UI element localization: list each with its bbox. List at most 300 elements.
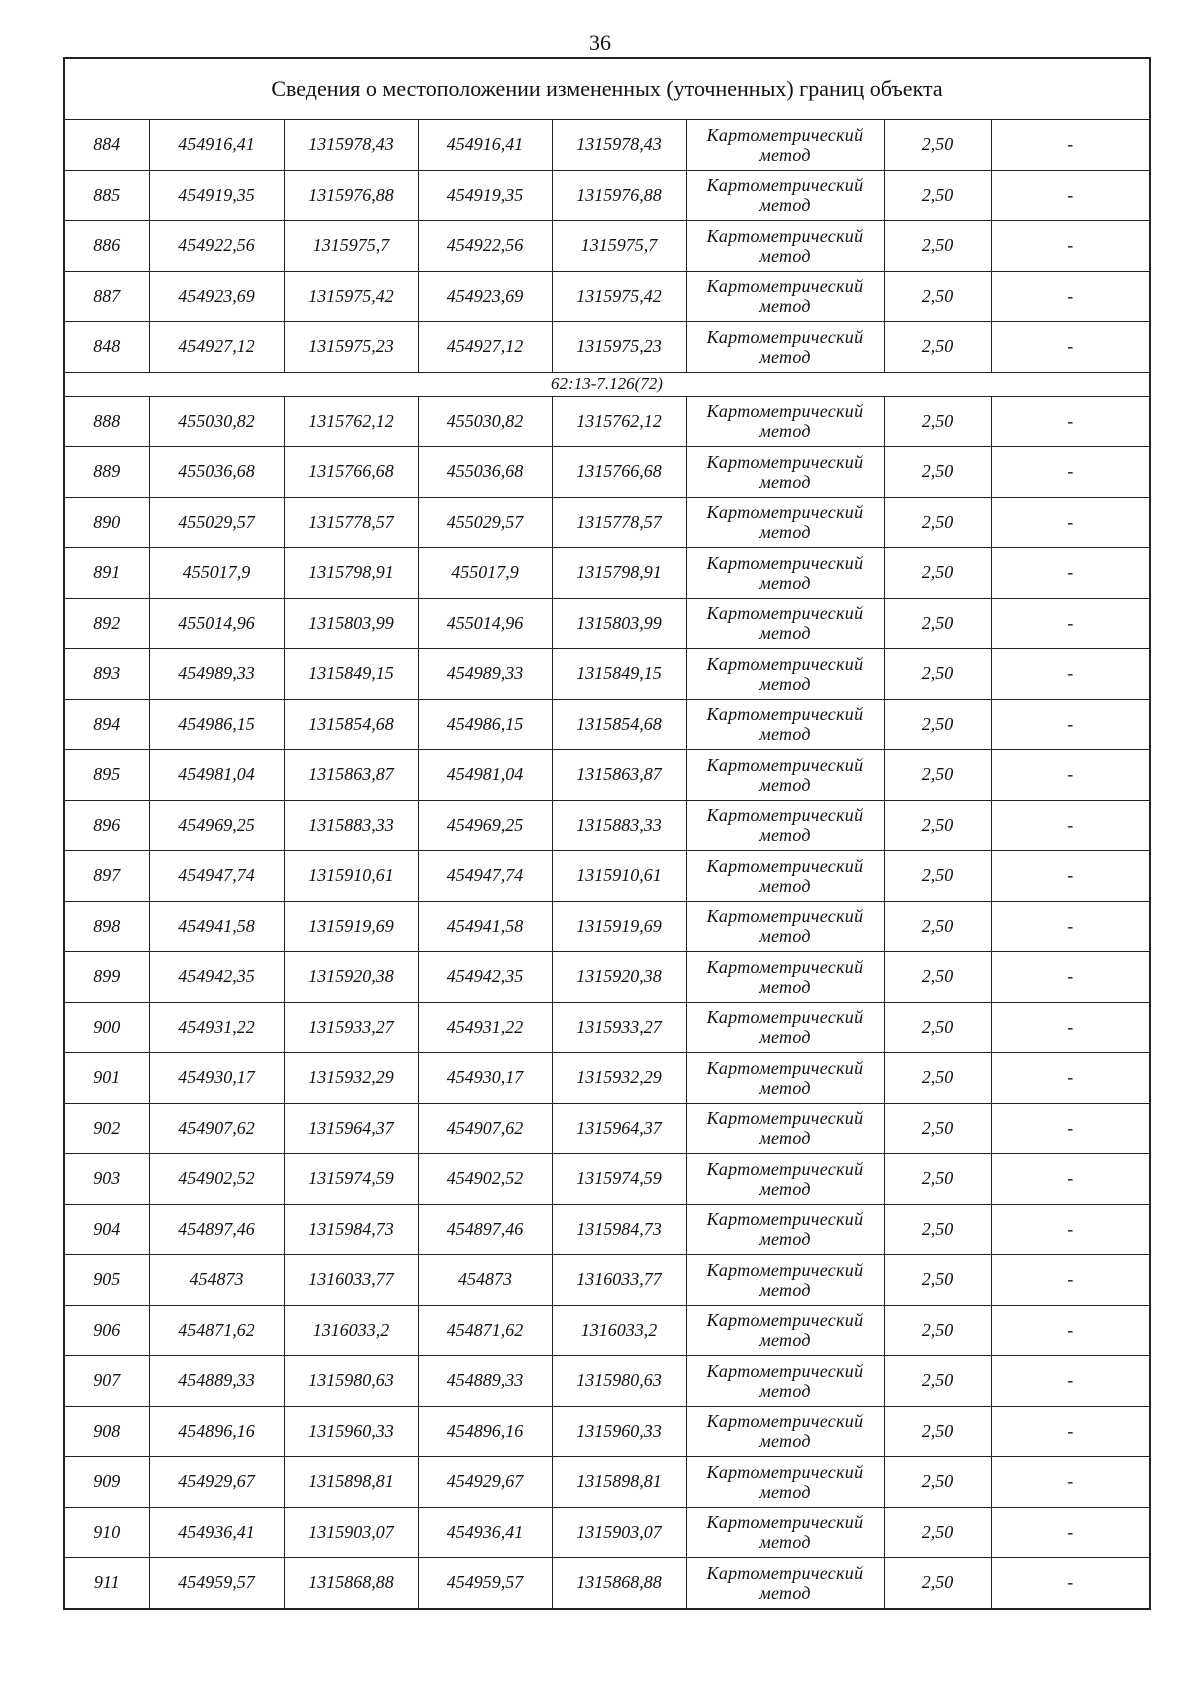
table-row bbox=[64, 851, 1150, 902]
note-cell: - bbox=[991, 221, 1150, 272]
x-new-cell: 454907,62 bbox=[418, 1103, 552, 1154]
note-cell: - bbox=[991, 322, 1150, 373]
y-existing-cell: 1315762,12 bbox=[284, 396, 418, 447]
point-number-cell: 885 bbox=[64, 170, 149, 221]
method-line-1: Картометрический bbox=[706, 956, 864, 977]
point-number-cell: 894 bbox=[64, 699, 149, 750]
method-cell bbox=[686, 1305, 884, 1356]
y-existing-cell: 1315974,59 bbox=[284, 1154, 418, 1205]
note-cell: - bbox=[991, 396, 1150, 447]
y-existing-cell: 1315975,7 bbox=[284, 221, 418, 272]
method-line-2: метод bbox=[759, 1178, 811, 1199]
y-existing-cell: 1315920,38 bbox=[284, 952, 418, 1003]
method-cell bbox=[686, 1457, 884, 1508]
method-line-2: метод bbox=[759, 1431, 811, 1452]
accuracy-cell: 2,50 bbox=[884, 1002, 991, 1053]
method-cell bbox=[686, 271, 884, 322]
accuracy-cell: 2,50 bbox=[884, 1406, 991, 1457]
method-line-2: метод bbox=[759, 1279, 811, 1300]
method-cell bbox=[686, 1103, 884, 1154]
y-new-cell: 1315975,23 bbox=[552, 322, 686, 373]
point-number-cell: 899 bbox=[64, 952, 149, 1003]
accuracy-cell: 2,50 bbox=[884, 497, 991, 548]
x-new-cell: 454947,74 bbox=[418, 851, 552, 902]
method-line-2: метод bbox=[759, 673, 811, 694]
point-number-cell: 887 bbox=[64, 271, 149, 322]
note-cell: - bbox=[991, 952, 1150, 1003]
y-new-cell: 1315920,38 bbox=[552, 952, 686, 1003]
method-cell bbox=[686, 548, 884, 599]
point-number-cell: 910 bbox=[64, 1507, 149, 1558]
accuracy-cell: 2,50 bbox=[884, 1103, 991, 1154]
table-row bbox=[64, 396, 1150, 447]
point-number-cell: 884 bbox=[64, 120, 149, 171]
accuracy-cell: 2,50 bbox=[884, 548, 991, 599]
x-new-cell: 454897,46 bbox=[418, 1204, 552, 1255]
method-line-2: метод bbox=[759, 1380, 811, 1401]
y-new-cell: 1315863,87 bbox=[552, 750, 686, 801]
x-new-cell: 454929,67 bbox=[418, 1457, 552, 1508]
x-existing-cell: 455017,9 bbox=[149, 548, 284, 599]
table-row bbox=[64, 548, 1150, 599]
y-new-cell: 1315932,29 bbox=[552, 1053, 686, 1104]
method-cell bbox=[686, 1154, 884, 1205]
method-line-2: метод bbox=[759, 1128, 811, 1149]
point-number-cell: 905 bbox=[64, 1255, 149, 1306]
table-row bbox=[64, 1457, 1150, 1508]
x-existing-cell: 454902,52 bbox=[149, 1154, 284, 1205]
table-row bbox=[64, 271, 1150, 322]
method-cell bbox=[686, 396, 884, 447]
table-row bbox=[64, 120, 1150, 171]
accuracy-cell: 2,50 bbox=[884, 800, 991, 851]
method-line-2: метод bbox=[759, 1027, 811, 1048]
method-line-1: Картометрический bbox=[706, 805, 864, 826]
y-existing-cell: 1315854,68 bbox=[284, 699, 418, 750]
note-cell: - bbox=[991, 649, 1150, 700]
method-line-1: Картометрический bbox=[706, 552, 864, 573]
method-line-1: Картометрический bbox=[706, 1512, 864, 1533]
x-existing-cell: 455014,96 bbox=[149, 598, 284, 649]
method-line-1: Картометрический bbox=[706, 1108, 864, 1129]
point-number-cell: 898 bbox=[64, 901, 149, 952]
accuracy-cell: 2,50 bbox=[884, 170, 991, 221]
y-new-cell: 1315978,43 bbox=[552, 120, 686, 171]
x-new-cell: 454919,35 bbox=[418, 170, 552, 221]
method-line-2: метод bbox=[759, 245, 811, 266]
method-cell bbox=[686, 497, 884, 548]
method-line-2: метод bbox=[759, 875, 811, 896]
method-line-1: Картометрический bbox=[706, 906, 864, 927]
y-new-cell: 1315975,7 bbox=[552, 221, 686, 272]
x-existing-cell: 454871,62 bbox=[149, 1305, 284, 1356]
table-row bbox=[64, 1053, 1150, 1104]
method-line-1: Картометрический bbox=[706, 502, 864, 523]
method-line-2: метод bbox=[759, 825, 811, 846]
method-line-2: метод bbox=[759, 572, 811, 593]
point-number-cell: 892 bbox=[64, 598, 149, 649]
y-existing-cell: 1315910,61 bbox=[284, 851, 418, 902]
x-existing-cell: 454923,69 bbox=[149, 271, 284, 322]
note-cell: - bbox=[991, 598, 1150, 649]
x-existing-cell: 455030,82 bbox=[149, 396, 284, 447]
method-line-2: метод bbox=[759, 1532, 811, 1553]
note-cell: - bbox=[991, 1507, 1150, 1558]
x-existing-cell: 454942,35 bbox=[149, 952, 284, 1003]
y-existing-cell: 1315778,57 bbox=[284, 497, 418, 548]
x-new-cell: 454969,25 bbox=[418, 800, 552, 851]
method-line-1: Картометрический bbox=[706, 1259, 864, 1280]
point-number-cell: 891 bbox=[64, 548, 149, 599]
method-cell bbox=[686, 800, 884, 851]
y-new-cell: 1315883,33 bbox=[552, 800, 686, 851]
x-existing-cell: 454986,15 bbox=[149, 699, 284, 750]
note-cell: - bbox=[991, 1457, 1150, 1508]
note-cell: - bbox=[991, 901, 1150, 952]
method-cell bbox=[686, 851, 884, 902]
point-number-cell: 886 bbox=[64, 221, 149, 272]
method-cell bbox=[686, 322, 884, 373]
method-line-1: Картометрический bbox=[706, 1209, 864, 1230]
note-cell: - bbox=[991, 447, 1150, 498]
note-cell: - bbox=[991, 120, 1150, 171]
table-row bbox=[64, 1558, 1150, 1609]
y-existing-cell: 1316033,2 bbox=[284, 1305, 418, 1356]
x-new-cell: 454902,52 bbox=[418, 1154, 552, 1205]
method-line-1: Картометрический bbox=[706, 225, 864, 246]
y-existing-cell: 1315980,63 bbox=[284, 1356, 418, 1407]
method-line-1: Картометрический bbox=[706, 1461, 864, 1482]
x-new-cell: 454989,33 bbox=[418, 649, 552, 700]
y-existing-cell: 1315984,73 bbox=[284, 1204, 418, 1255]
method-line-1: Картометрический bbox=[706, 1310, 864, 1331]
x-new-cell: 455029,57 bbox=[418, 497, 552, 548]
section-row bbox=[64, 372, 1150, 396]
method-line-1: Картометрический bbox=[706, 653, 864, 674]
method-line-2: метод bbox=[759, 976, 811, 997]
x-existing-cell: 454897,46 bbox=[149, 1204, 284, 1255]
accuracy-cell: 2,50 bbox=[884, 1558, 991, 1609]
note-cell: - bbox=[991, 1356, 1150, 1407]
table-row bbox=[64, 649, 1150, 700]
accuracy-cell: 2,50 bbox=[884, 1204, 991, 1255]
x-new-cell: 454889,33 bbox=[418, 1356, 552, 1407]
y-existing-cell: 1315960,33 bbox=[284, 1406, 418, 1457]
y-existing-cell: 1315932,29 bbox=[284, 1053, 418, 1104]
y-new-cell: 1315974,59 bbox=[552, 1154, 686, 1205]
x-existing-cell: 454896,16 bbox=[149, 1406, 284, 1457]
table-row bbox=[64, 1507, 1150, 1558]
accuracy-cell: 2,50 bbox=[884, 699, 991, 750]
note-cell: - bbox=[991, 170, 1150, 221]
method-line-1: Картометрический bbox=[706, 754, 864, 775]
x-existing-cell: 454873 bbox=[149, 1255, 284, 1306]
note-cell: - bbox=[991, 1154, 1150, 1205]
y-new-cell: 1315854,68 bbox=[552, 699, 686, 750]
point-number-cell: 893 bbox=[64, 649, 149, 700]
accuracy-cell: 2,50 bbox=[884, 1154, 991, 1205]
point-number-cell: 906 bbox=[64, 1305, 149, 1356]
x-new-cell: 454923,69 bbox=[418, 271, 552, 322]
x-new-cell: 455014,96 bbox=[418, 598, 552, 649]
method-line-2: метод bbox=[759, 1077, 811, 1098]
accuracy-cell: 2,50 bbox=[884, 322, 991, 373]
method-cell bbox=[686, 170, 884, 221]
accuracy-cell: 2,50 bbox=[884, 851, 991, 902]
accuracy-cell: 2,50 bbox=[884, 750, 991, 801]
x-existing-cell: 454959,57 bbox=[149, 1558, 284, 1609]
note-cell: - bbox=[991, 1558, 1150, 1609]
y-existing-cell: 1315798,91 bbox=[284, 548, 418, 599]
note-cell: - bbox=[991, 851, 1150, 902]
method-line-2: метод bbox=[759, 471, 811, 492]
method-line-2: метод bbox=[759, 1330, 811, 1351]
y-existing-cell: 1315868,88 bbox=[284, 1558, 418, 1609]
table-row bbox=[64, 497, 1150, 548]
method-cell bbox=[686, 1255, 884, 1306]
y-existing-cell: 1315883,33 bbox=[284, 800, 418, 851]
method-cell bbox=[686, 1204, 884, 1255]
method-cell bbox=[686, 1406, 884, 1457]
x-existing-cell: 454916,41 bbox=[149, 120, 284, 171]
x-new-cell: 454916,41 bbox=[418, 120, 552, 171]
x-new-cell: 454959,57 bbox=[418, 1558, 552, 1609]
accuracy-cell: 2,50 bbox=[884, 901, 991, 952]
x-existing-cell: 454922,56 bbox=[149, 221, 284, 272]
note-cell: - bbox=[991, 548, 1150, 599]
point-number-cell: 890 bbox=[64, 497, 149, 548]
point-number-cell: 895 bbox=[64, 750, 149, 801]
note-cell: - bbox=[991, 271, 1150, 322]
method-line-1: Картометрический bbox=[706, 1360, 864, 1381]
method-line-2: метод bbox=[759, 926, 811, 947]
accuracy-cell: 2,50 bbox=[884, 952, 991, 1003]
table-row bbox=[64, 1103, 1150, 1154]
x-new-cell: 454922,56 bbox=[418, 221, 552, 272]
x-existing-cell: 454929,67 bbox=[149, 1457, 284, 1508]
accuracy-cell: 2,50 bbox=[884, 447, 991, 498]
table-row bbox=[64, 901, 1150, 952]
method-line-1: Картометрический bbox=[706, 855, 864, 876]
y-new-cell: 1315868,88 bbox=[552, 1558, 686, 1609]
x-new-cell: 454936,41 bbox=[418, 1507, 552, 1558]
note-cell: - bbox=[991, 699, 1150, 750]
method-line-1: Картометрический bbox=[706, 1007, 864, 1028]
point-number-cell: 911 bbox=[64, 1558, 149, 1609]
x-new-cell: 454871,62 bbox=[418, 1305, 552, 1356]
method-line-2: метод bbox=[759, 1582, 811, 1603]
accuracy-cell: 2,50 bbox=[884, 221, 991, 272]
accuracy-cell: 2,50 bbox=[884, 1053, 991, 1104]
x-existing-cell: 455029,57 bbox=[149, 497, 284, 548]
table-row bbox=[64, 1204, 1150, 1255]
x-existing-cell: 454889,33 bbox=[149, 1356, 284, 1407]
accuracy-cell: 2,50 bbox=[884, 271, 991, 322]
note-cell: - bbox=[991, 750, 1150, 801]
y-new-cell: 1315766,68 bbox=[552, 447, 686, 498]
accuracy-cell: 2,50 bbox=[884, 120, 991, 171]
method-cell bbox=[686, 1558, 884, 1609]
method-cell bbox=[686, 1053, 884, 1104]
method-cell bbox=[686, 120, 884, 171]
point-number-cell: 897 bbox=[64, 851, 149, 902]
table-row bbox=[64, 952, 1150, 1003]
x-existing-cell: 454989,33 bbox=[149, 649, 284, 700]
y-new-cell: 1315778,57 bbox=[552, 497, 686, 548]
method-line-2: метод bbox=[759, 296, 811, 317]
x-new-cell: 454931,22 bbox=[418, 1002, 552, 1053]
method-line-1: Картометрический bbox=[706, 451, 864, 472]
method-line-1: Картометрический bbox=[706, 124, 864, 145]
x-new-cell: 454981,04 bbox=[418, 750, 552, 801]
note-cell: - bbox=[991, 800, 1150, 851]
method-cell bbox=[686, 649, 884, 700]
method-line-1: Картометрический bbox=[706, 326, 864, 347]
y-new-cell: 1315975,42 bbox=[552, 271, 686, 322]
x-new-cell: 454896,16 bbox=[418, 1406, 552, 1457]
method-line-2: метод bbox=[759, 195, 811, 216]
note-cell: - bbox=[991, 497, 1150, 548]
y-existing-cell: 1315933,27 bbox=[284, 1002, 418, 1053]
method-line-2: метод bbox=[759, 724, 811, 745]
point-number-cell: 907 bbox=[64, 1356, 149, 1407]
x-new-cell: 454930,17 bbox=[418, 1053, 552, 1104]
method-line-1: Картометрический bbox=[706, 704, 864, 725]
method-line-2: метод bbox=[759, 623, 811, 644]
table-row bbox=[64, 1154, 1150, 1205]
y-new-cell: 1316033,2 bbox=[552, 1305, 686, 1356]
y-existing-cell: 1315898,81 bbox=[284, 1457, 418, 1508]
y-new-cell: 1315910,61 bbox=[552, 851, 686, 902]
y-existing-cell: 1316033,77 bbox=[284, 1255, 418, 1306]
table-title: Сведения о местоположении измененных (уточненных) границ объекта bbox=[64, 58, 1150, 120]
note-cell: - bbox=[991, 1103, 1150, 1154]
x-existing-cell: 454927,12 bbox=[149, 322, 284, 373]
accuracy-cell: 2,50 bbox=[884, 396, 991, 447]
point-number-cell: 900 bbox=[64, 1002, 149, 1053]
table-row bbox=[64, 1406, 1150, 1457]
accuracy-cell: 2,50 bbox=[884, 1305, 991, 1356]
y-existing-cell: 1315863,87 bbox=[284, 750, 418, 801]
x-new-cell: 455030,82 bbox=[418, 396, 552, 447]
accuracy-cell: 2,50 bbox=[884, 1457, 991, 1508]
y-new-cell: 1315976,88 bbox=[552, 170, 686, 221]
accuracy-cell: 2,50 bbox=[884, 1356, 991, 1407]
y-existing-cell: 1315766,68 bbox=[284, 447, 418, 498]
accuracy-cell: 2,50 bbox=[884, 598, 991, 649]
method-line-2: метод bbox=[759, 144, 811, 165]
table-row bbox=[64, 1356, 1150, 1407]
y-new-cell: 1315798,91 bbox=[552, 548, 686, 599]
table-row bbox=[64, 1002, 1150, 1053]
method-line-2: метод bbox=[759, 1229, 811, 1250]
method-cell bbox=[686, 221, 884, 272]
y-existing-cell: 1315964,37 bbox=[284, 1103, 418, 1154]
x-new-cell: 454927,12 bbox=[418, 322, 552, 373]
y-new-cell: 1315964,37 bbox=[552, 1103, 686, 1154]
x-existing-cell: 454907,62 bbox=[149, 1103, 284, 1154]
x-new-cell: 454986,15 bbox=[418, 699, 552, 750]
x-existing-cell: 454930,17 bbox=[149, 1053, 284, 1104]
boundary-coordinates-table bbox=[63, 57, 1151, 1610]
y-new-cell: 1315919,69 bbox=[552, 901, 686, 952]
y-new-cell: 1315849,15 bbox=[552, 649, 686, 700]
y-existing-cell: 1315976,88 bbox=[284, 170, 418, 221]
point-number-cell: 909 bbox=[64, 1457, 149, 1508]
method-cell bbox=[686, 447, 884, 498]
method-line-1: Картометрический bbox=[706, 401, 864, 422]
x-existing-cell: 454936,41 bbox=[149, 1507, 284, 1558]
y-new-cell: 1315933,27 bbox=[552, 1002, 686, 1053]
y-existing-cell: 1315978,43 bbox=[284, 120, 418, 171]
note-cell: - bbox=[991, 1305, 1150, 1356]
point-number-cell: 901 bbox=[64, 1053, 149, 1104]
table-row bbox=[64, 322, 1150, 373]
method-line-2: метод bbox=[759, 774, 811, 795]
y-existing-cell: 1315975,23 bbox=[284, 322, 418, 373]
method-cell bbox=[686, 699, 884, 750]
point-number-cell: 896 bbox=[64, 800, 149, 851]
accuracy-cell: 2,50 bbox=[884, 1507, 991, 1558]
y-new-cell: 1315903,07 bbox=[552, 1507, 686, 1558]
method-line-1: Картометрический bbox=[706, 1562, 864, 1583]
table-row bbox=[64, 800, 1150, 851]
x-new-cell: 454941,58 bbox=[418, 901, 552, 952]
point-number-cell: 888 bbox=[64, 396, 149, 447]
note-cell: - bbox=[991, 1204, 1150, 1255]
page-number: 36 bbox=[589, 30, 611, 55]
y-existing-cell: 1315975,42 bbox=[284, 271, 418, 322]
y-existing-cell: 1315849,15 bbox=[284, 649, 418, 700]
y-new-cell: 1315803,99 bbox=[552, 598, 686, 649]
point-number-cell: 904 bbox=[64, 1204, 149, 1255]
method-line-1: Картометрический bbox=[706, 603, 864, 624]
section-label: 62:13-7.126(72) bbox=[64, 372, 1150, 396]
point-number-cell: 908 bbox=[64, 1406, 149, 1457]
method-cell bbox=[686, 952, 884, 1003]
method-line-2: метод bbox=[759, 421, 811, 442]
accuracy-cell: 2,50 bbox=[884, 649, 991, 700]
x-new-cell: 455017,9 bbox=[418, 548, 552, 599]
note-cell: - bbox=[991, 1255, 1150, 1306]
table-title-row bbox=[64, 58, 1150, 120]
point-number-cell: 848 bbox=[64, 322, 149, 373]
table-row bbox=[64, 699, 1150, 750]
x-existing-cell: 454969,25 bbox=[149, 800, 284, 851]
table-row bbox=[64, 1305, 1150, 1356]
x-existing-cell: 454947,74 bbox=[149, 851, 284, 902]
y-new-cell: 1315898,81 bbox=[552, 1457, 686, 1508]
y-existing-cell: 1315903,07 bbox=[284, 1507, 418, 1558]
accuracy-cell: 2,50 bbox=[884, 1255, 991, 1306]
table-row bbox=[64, 598, 1150, 649]
note-cell: - bbox=[991, 1053, 1150, 1104]
note-cell: - bbox=[991, 1002, 1150, 1053]
method-line-1: Картометрический bbox=[706, 276, 864, 297]
method-line-1: Картометрический bbox=[706, 1158, 864, 1179]
method-cell bbox=[686, 598, 884, 649]
table-row bbox=[64, 750, 1150, 801]
table-row bbox=[64, 170, 1150, 221]
y-existing-cell: 1315803,99 bbox=[284, 598, 418, 649]
point-number-cell: 903 bbox=[64, 1154, 149, 1205]
method-line-1: Картометрический bbox=[706, 175, 864, 196]
method-line-2: метод bbox=[759, 346, 811, 367]
x-existing-cell: 454941,58 bbox=[149, 901, 284, 952]
x-new-cell: 454873 bbox=[418, 1255, 552, 1306]
x-new-cell: 454942,35 bbox=[418, 952, 552, 1003]
y-new-cell: 1316033,77 bbox=[552, 1255, 686, 1306]
